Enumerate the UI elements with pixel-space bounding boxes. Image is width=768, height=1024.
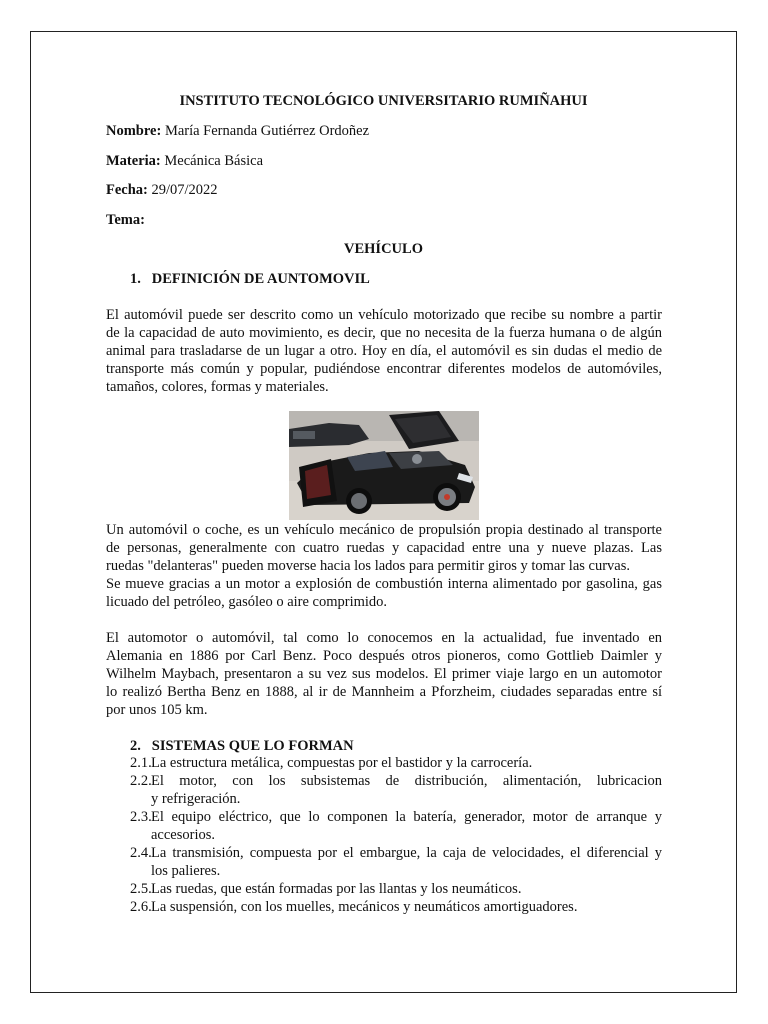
paragraph-line: de la capacidad de auto movimiento, es decir, que no necesita de la fuerza humana o de algún [106,325,662,341]
list-item-text: Las ruedas, que están formadas por las llantas y los neumáticos. [151,881,522,897]
paragraph-line: licuado del petróleo, gasóleo o aire comprimido. [106,594,388,610]
list-item [130,808,662,844]
name-line [106,122,369,140]
paragraph-line: El automotor o automóvil, tal como lo conocemos en la actualidad, fue inventado en [106,630,662,646]
name-label: Nombre: [106,123,162,139]
list-item-number: 2.6. [130,899,152,915]
paragraph-line: Se mueve gracias a un motor a explosión de combustión interna alimentado por gasolina, gas [106,576,662,592]
institution-title: INSTITUTO TECNOLÓGICO UNIVERSITARIO RUMIÑAHUI [179,93,588,109]
list-item-number: 2.1. [130,755,152,771]
paragraph-line: de personas, generalmente con cuatro ruedas y capacidad entre una y nueve plazas. Las [106,540,662,556]
list-item [130,844,662,880]
section1-paragraph1 [106,306,662,396]
subject-value: Mecánica Básica [160,153,264,169]
paragraph-line: animal para trasladarse de un lugar a otro. Hoy en día, el automóvil es sin dudas el medio de [106,343,662,359]
paragraph-line: por unos 105 km. [106,702,208,718]
document-title: VEHÍCULO [344,241,423,257]
name-value: María Fernanda Gutiérrez Ordoñez [161,123,370,139]
list-item [130,772,662,808]
list-item-text-continued: los palieres. [151,863,221,879]
section2-heading: 2. SISTEMAS QUE LO FORMAN [130,738,354,754]
subject-label: Materia: [106,153,161,169]
date-label: Fecha: [106,182,148,198]
list-item-number: 2.5. [130,881,152,897]
section1-paragraph3 [106,629,662,719]
list-item-text: La estructura metálica, compuestas por el bastidor y la carrocería. [151,755,533,771]
paragraph-line: ruedas "delanteras" pueden moverse hacia los lados para permitir giros y tomar las curvas. [106,558,630,574]
subject-line [106,152,263,170]
section1-heading: 1. DEFINICIÓN DE AUNTOMOVIL [130,271,370,287]
paragraph-line: Alemania en 1886 por Carl Benz. Poco después otros pioneros, como Gottlieb Daimler y [106,648,662,664]
list-item-text: La transmisión, compuesta por el embargue, la caja de velocidades, el diferencial y [151,845,662,861]
car-photo [289,411,479,520]
section1-paragraph2 [106,521,662,611]
list-item-text: El motor, con los subsistemas de distribución, alimentación, lubricacion [151,773,662,789]
list-item-text-continued: y refrigeración. [151,791,241,807]
paragraph-line: El automóvil puede ser descrito como un vehículo motorizado que recibe su nombre a partir [106,307,662,323]
paragraph-line: transporte más común y popular, pudiéndose encontrar diferentes modelos de automóviles, [106,361,662,377]
list-item [130,880,662,898]
paragraph-line: lo realizó Bertha Benz en 1888, al ir de Mannheim a Pforzheim, ciudades separadas entre sí [106,684,662,700]
topic-label: Tema: [106,212,145,228]
date-line [106,181,218,199]
list-item-number: 2.4. [130,845,152,861]
paragraph-line: Un automóvil o coche, es un vehículo mecánico de propulsión propia destinado al transporte [106,522,662,538]
list-item-text: La suspensión, con los muelles, mecánicos y neumáticos amortiguadores. [151,899,578,915]
list-item-text-continued: accesorios. [151,827,216,843]
car-illustration [289,411,479,520]
paragraph-line: tamaños, colores, formas y materiales. [106,379,329,395]
list-item [130,898,662,916]
list-item [130,754,662,772]
list-item-number: 2.2. [130,773,152,789]
date-value: 29/07/2022 [147,182,218,198]
list-item-number: 2.3. [130,809,152,825]
list-item-text: El equipo eléctrico, que lo componen la batería, generador, motor de arranque y [151,809,662,825]
paragraph-line: Wilhelm Maybach, presentaron a su vez sus modelos. El primer viaje largo en un automotor [106,666,662,682]
